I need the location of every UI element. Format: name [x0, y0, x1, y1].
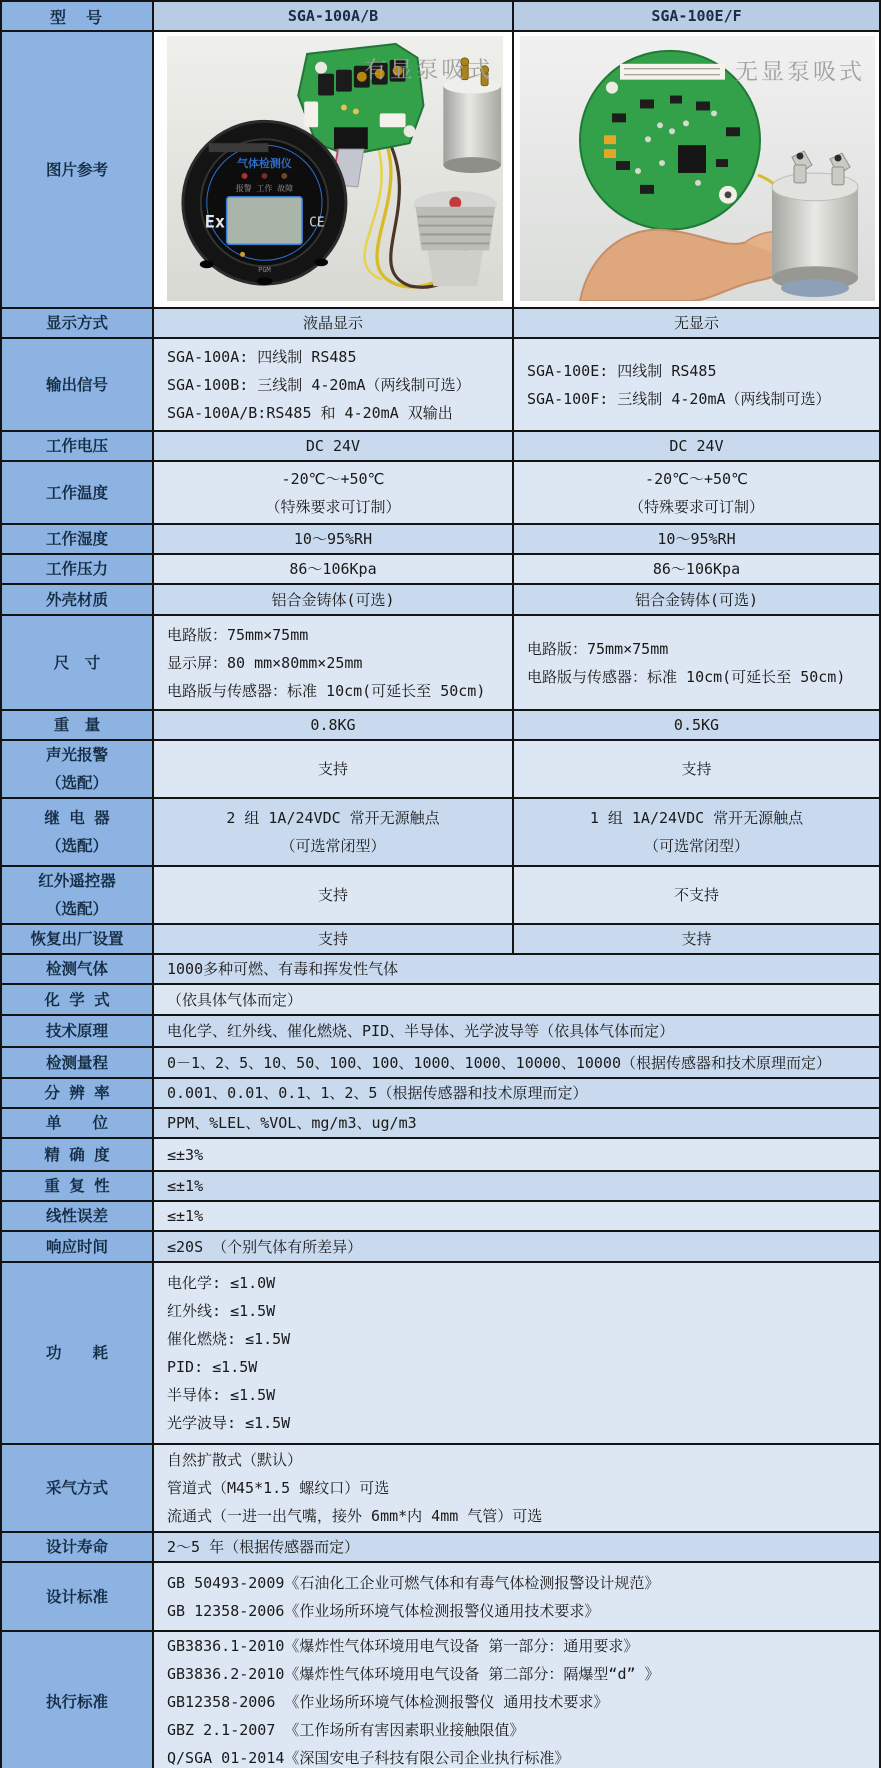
spec-value: 支持: [154, 925, 514, 953]
svg-text:CE: CE: [309, 215, 325, 231]
spec-value: 10～95%RH: [514, 525, 879, 553]
spec-value: ≤±1%: [154, 1202, 879, 1230]
spec-value: 无显示: [514, 309, 879, 337]
row-label: 重 量: [2, 711, 154, 739]
photo-row: [2, 32, 879, 309]
spec-row: [2, 867, 879, 925]
spec-value: 支持: [514, 741, 879, 797]
row-label: 执行标准: [2, 1632, 154, 1768]
spec-row: [2, 1202, 879, 1232]
spec-row: [2, 462, 879, 525]
svg-text:PGM: PGM: [258, 266, 271, 275]
spec-row: [2, 1079, 879, 1109]
spec-value: 铝合金铸体(可选): [154, 585, 514, 614]
product-photo-left-graphic: [167, 36, 503, 301]
spec-row: [2, 339, 879, 432]
row-label: 设计标准: [2, 1563, 154, 1630]
spec-row: [2, 525, 879, 555]
row-label: 恢复出厂设置: [2, 925, 154, 953]
spec-row: [2, 585, 879, 616]
spec-value: 电化学: ≤1.0W 红外线: ≤1.5W 催化燃烧: ≤1.5W PID: ≤1.5W 半导体: ≤1.5W 光学波导: ≤1.5W: [154, 1263, 879, 1443]
spec-table-body: [2, 309, 879, 1768]
svg-text:Ex: Ex: [204, 211, 226, 232]
spec-value: 2 组 1A/24VDC 常开无源触点 （可选常闭型）: [154, 799, 514, 865]
spec-value: 电化学、红外线、催化燃烧、PID、半导体、光学波导等（依具体气体而定）: [154, 1016, 879, 1046]
spec-value: PPM、%LEL、%VOL、mg/m3、ug/m3: [154, 1109, 879, 1137]
spec-row: [2, 1563, 879, 1632]
spec-value: （依具体气体而定）: [154, 985, 879, 1014]
row-label: 采气方式: [2, 1445, 154, 1531]
spec-row: [2, 1263, 879, 1445]
table-header-row: [2, 2, 879, 32]
spec-value: 86～106Kpa: [154, 555, 514, 583]
product-photo-right-graphic: [520, 36, 875, 301]
model-b-header: SGA-100E/F: [514, 2, 879, 30]
spec-row: [2, 1172, 879, 1202]
row-label: 红外遥控器 （选配）: [2, 867, 154, 923]
left-watermark: 有显泵吸式: [363, 57, 494, 84]
photo-cell-right: [514, 32, 879, 307]
product-photo-left: [167, 36, 503, 301]
row-label: 输出信号: [2, 339, 154, 430]
spec-value: -20℃～+50℃ （特殊要求可订制）: [514, 462, 879, 523]
spec-row: [2, 555, 879, 585]
spec-value: SGA-100A: 四线制 RS485 SGA-100B: 三线制 4-20mA（两线制可选） SGA-100A/B:RS485 和 4-20mA 双输出: [154, 339, 514, 430]
row-label: 工作湿度: [2, 525, 154, 553]
spec-value: 86～106Kpa: [514, 555, 879, 583]
model-a-header: SGA-100A/B: [154, 2, 514, 30]
spec-value: 自然扩散式（默认） 管道式（M45*1.5 螺纹口）可选 流通式（一进一出气嘴，接外 6mm*内 4mm 气管）可选: [154, 1445, 879, 1531]
row-label: 检测量程: [2, 1048, 154, 1077]
row-label: 尺 寸: [2, 616, 154, 709]
row-label: 响应时间: [2, 1232, 154, 1261]
spec-value: 0.5KG: [514, 711, 879, 739]
row-label: 工作压力: [2, 555, 154, 583]
spec-row: [2, 309, 879, 339]
row-label: 技术原理: [2, 1016, 154, 1046]
spec-value: 0－1、2、5、10、50、100、100、1000、1000、10000、10000（根据传感器和技术原理而定）: [154, 1048, 879, 1077]
row-label: 工作电压: [2, 432, 154, 460]
spec-value: SGA-100E: 四线制 RS485 SGA-100F: 三线制 4-20mA（两线制可选）: [514, 339, 879, 430]
spec-row: [2, 741, 879, 799]
spec-value: 液晶显示: [154, 309, 514, 337]
spec-row: [2, 1632, 879, 1768]
row-label: 重 复 性: [2, 1172, 154, 1200]
spec-row: [2, 985, 879, 1016]
spec-value: ≤20S （个别气体有所差异）: [154, 1232, 879, 1261]
photo-row-label: 图片参考: [45, 160, 108, 179]
spec-value: ≤±3%: [154, 1139, 879, 1170]
row-label: 分 辨 率: [2, 1079, 154, 1107]
spec-value: 1 组 1A/24VDC 常开无源触点 （可选常闭型）: [514, 799, 879, 865]
spec-value: -20℃～+50℃ （特殊要求可订制）: [154, 462, 514, 523]
spec-value: 电路版：75mm×75mm 电路版与传感器：标准 10cm(可延长至 50cm): [514, 616, 879, 709]
spec-row: [2, 1048, 879, 1079]
row-label: 检测气体: [2, 955, 154, 983]
spec-row: [2, 432, 879, 462]
row-label: 单 位: [2, 1109, 154, 1137]
spec-row: [2, 616, 879, 711]
detector-graphic: [183, 121, 346, 285]
spec-value: DC 24V: [154, 432, 514, 460]
spec-value: DC 24V: [514, 432, 879, 460]
right-watermark: 无显泵吸式: [735, 59, 865, 86]
row-label: 功 耗: [2, 1263, 154, 1443]
spec-row: [2, 1445, 879, 1533]
spec-value: 0.001、0.01、0.1、1、2、5（根据传感器和技术原理而定）: [154, 1079, 879, 1107]
spec-row: [2, 711, 879, 741]
spec-value: 铝合金铸体(可选): [514, 585, 879, 614]
spec-value: 2～5 年（根据传感器而定）: [154, 1533, 879, 1561]
spec-row: [2, 799, 879, 867]
spec-row: [2, 1533, 879, 1563]
spec-value: 电路版：75mm×75mm 显示屏：80 mm×80mm×25mm 电路版与传感器：标准 10cm(可延长至 50cm): [154, 616, 514, 709]
spec-row: [2, 1016, 879, 1048]
spec-value: 0.8KG: [154, 711, 514, 739]
spec-value: 支持: [514, 925, 879, 953]
row-label: 声光报警 （选配）: [2, 741, 154, 797]
spec-row: [2, 1109, 879, 1139]
row-label: 外壳材质: [2, 585, 154, 614]
svg-text:气体检测仪: 气体检测仪: [237, 157, 292, 171]
spec-value: ≤±1%: [154, 1172, 879, 1200]
svg-text:报警 工作 故障: 报警 工作 故障: [235, 183, 294, 193]
spec-row: [2, 1232, 879, 1263]
row-label: [2, 32, 154, 307]
row-label: 线性误差: [2, 1202, 154, 1230]
spec-value: GB3836.1-2010《爆炸性气体环境用电气设备 第一部分：通用要求》 GB3836.2-2010《爆炸性气体环境用电气设备 第二部分：隔爆型“d” 》 GB12358-2006 《作业场所环境气体检测报警仪 通用技术要求》 GBZ 2.1-2007 《工作场所有害因素职业接触限值》 Q/SGA 01-2014《深国安电子科技有限公司企业执行标准》: [154, 1632, 879, 1768]
spec-value: 10～95%RH: [154, 525, 514, 553]
model-header-label: 型 号: [2, 2, 154, 30]
row-label: 继 电 器 （选配）: [2, 799, 154, 865]
row-label: 设计寿命: [2, 1533, 154, 1561]
spec-value: 支持: [154, 741, 514, 797]
row-label: 化 学 式: [2, 985, 154, 1014]
spec-row: [2, 1139, 879, 1172]
photo-cell-left: [154, 32, 514, 307]
row-label: 工作温度: [2, 462, 154, 523]
product-photo-right: [520, 36, 875, 301]
row-label: 精 确 度: [2, 1139, 154, 1170]
row-label: 显示方式: [2, 309, 154, 337]
spec-row: [2, 955, 879, 985]
spec-value: 不支持: [514, 867, 879, 923]
spec-value: 1000多种可燃、有毒和挥发性气体: [154, 955, 879, 983]
spec-value: GB 50493-2009《石油化工企业可燃气体和有毒气体检测报警设计规范》 GB 12358-2006《作业场所环境气体检测报警仪通用技术要求》: [154, 1563, 879, 1630]
spec-value: 支持: [154, 867, 514, 923]
spec-row: [2, 925, 879, 955]
